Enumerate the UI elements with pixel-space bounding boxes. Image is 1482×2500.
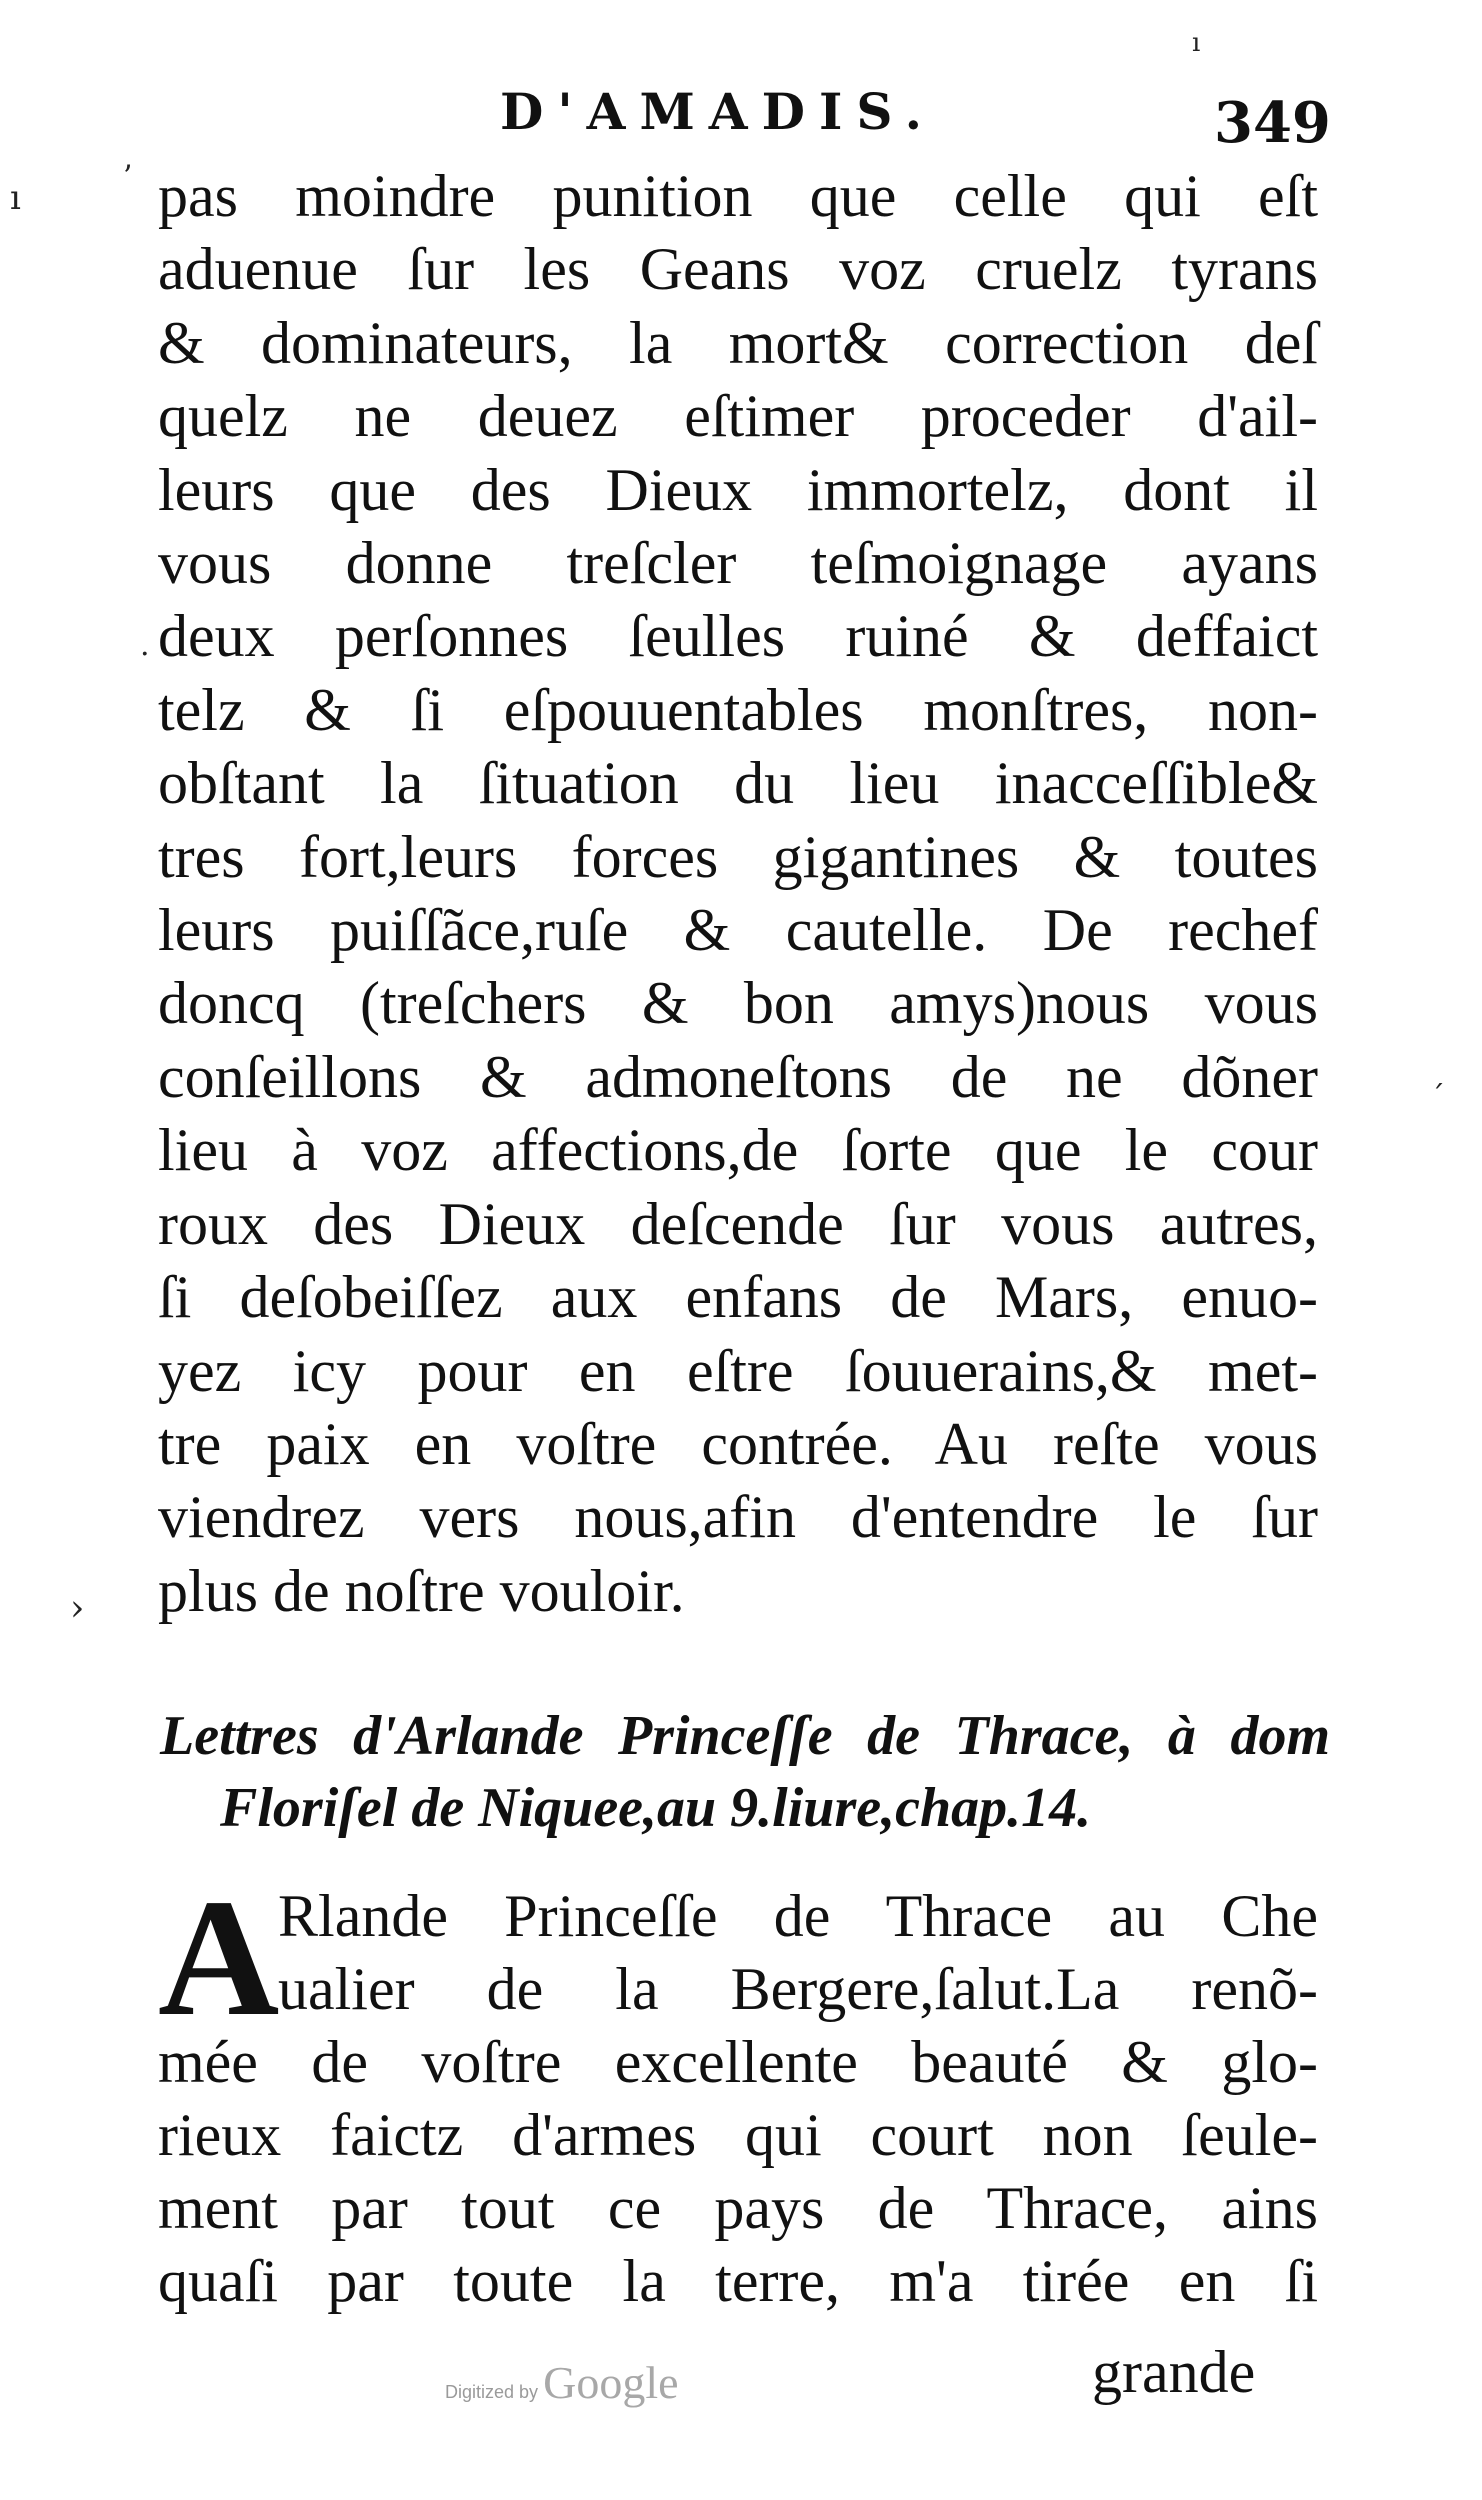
- page-number: 349: [1214, 90, 1331, 156]
- text-line: tre paix en voſtre contrée. Au reſte vous: [158, 1410, 1318, 1477]
- text-line: leurs que des Dieux immortelz, dont il: [158, 456, 1318, 523]
- text-line: roux des Dieux deſcende ſur vous autres,: [158, 1190, 1318, 1257]
- text-line: vous donne treſcler teſmoignage ayans: [158, 530, 1318, 597]
- margin-speck-icon: ı: [10, 178, 21, 218]
- margin-flourish-icon: ›: [70, 1588, 85, 1629]
- margin-speck-icon: ı: [1192, 28, 1201, 58]
- text-line: pas moindre punition que celle qui eſt: [158, 163, 1318, 229]
- text-line: viendrez vers nous,afin d'entendre le ſur: [158, 1484, 1318, 1551]
- text-line: aduenue ſur les Geans voz cruelz tyrans: [158, 236, 1318, 303]
- text-line: Rlande Princeſſe de Thrace au Che: [278, 1883, 1318, 1949]
- text-line: rieux faictz d'armes qui court non ſeule-: [158, 2102, 1318, 2168]
- body-paragraph: [158, 160, 1318, 1628]
- text-line: ment par tout ce pays de Thrace, ains: [158, 2175, 1318, 2241]
- text-line: quelz ne deuez eſtimer proceder d'ail-: [158, 383, 1318, 450]
- watermark-brand: Google: [543, 2357, 679, 2408]
- text-line: plus de noſtre vouloir.: [158, 1557, 685, 1624]
- text-line: deux perſonnes ſeulles ruiné & deffaict: [158, 603, 1318, 670]
- heading-line: Floriſel de Niquee,au 9.liure,chap.14.: [220, 1777, 1092, 1839]
- text-line: lieu à voz affections,de ſorte que le cour: [158, 1117, 1318, 1184]
- section-heading: [160, 1700, 1330, 1844]
- text-line: ſi deſobeiſſez aux enfans de Mars, enuo-: [158, 1264, 1318, 1331]
- text-line: yez icy pour en eſtre ſouuerains,& met-: [158, 1337, 1318, 1404]
- margin-speck-icon: ʼ: [122, 160, 132, 195]
- text-line: telz & ſi eſpouuentables monſtres, non-: [158, 676, 1318, 743]
- text-line: tres fort,leurs forces gigantines & toutes: [158, 823, 1318, 890]
- running-title: D'AMADIS.: [500, 82, 937, 141]
- text-line: quaſi par toute la terre, m'a tirée en ſi: [158, 2248, 1318, 2314]
- text-line: doncq (treſchers & bon amys)nous vous: [158, 970, 1318, 1037]
- text-line: obſtant la ſituation du lieu inacceſſible&: [158, 750, 1318, 817]
- heading-line: Lettres d'Arlande Princeſſe de Thrace, à dom: [160, 1705, 1330, 1767]
- text-line: ualier de la Bergere,ſalut.La renõ-: [278, 1956, 1318, 2022]
- margin-speck-icon: .: [140, 628, 150, 663]
- digitized-watermark: [445, 2356, 679, 2409]
- text-line: & dominateurs, la mort& correction deſ: [158, 309, 1318, 376]
- margin-speck-icon: ˊ: [1430, 1080, 1445, 1115]
- drop-cap: A: [158, 1865, 280, 2051]
- text-line: conſeillons & admoneſtons de ne dõner: [158, 1043, 1318, 1110]
- letter-paragraph: [158, 1865, 1318, 2318]
- watermark-prefix: Digitized by: [445, 2382, 539, 2402]
- text-line: leurs puiſſãce,ruſe & cautelle. De rechef: [158, 897, 1318, 964]
- text-line: mée de voſtre excellente beauté & glo-: [158, 2029, 1318, 2095]
- catchword: grande: [1092, 2339, 1256, 2405]
